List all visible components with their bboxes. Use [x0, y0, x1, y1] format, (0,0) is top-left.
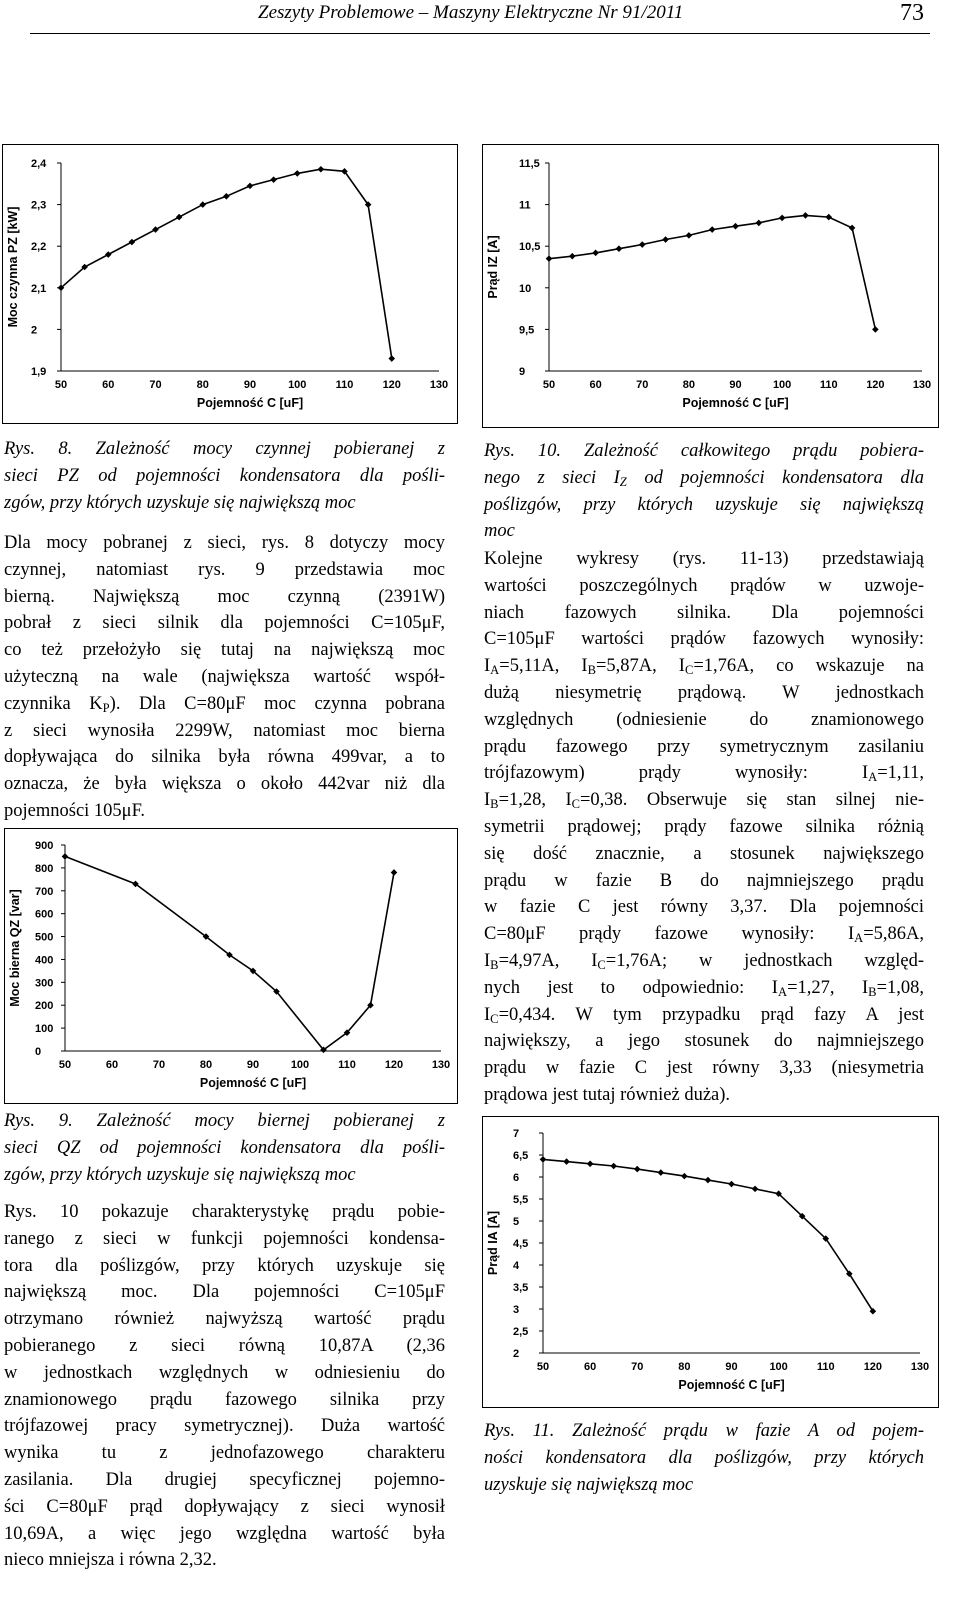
- data-point: [610, 1163, 617, 1170]
- x-tick-label: 120: [382, 379, 401, 391]
- data-point: [129, 239, 136, 246]
- x-axis-label: Pojemność C [uF]: [196, 396, 304, 410]
- data-point: [563, 1158, 570, 1165]
- x-tick-label: 100: [288, 379, 307, 391]
- figure-10-chart: [482, 144, 939, 428]
- x-tick-label: 90: [243, 379, 257, 391]
- data-point: [616, 245, 623, 252]
- data-point: [391, 869, 398, 876]
- x-tick-label: 110: [819, 379, 838, 391]
- x-tick-label: 80: [199, 1059, 213, 1071]
- data-point: [634, 1166, 641, 1173]
- data-point: [105, 251, 112, 258]
- x-tick-label: 80: [678, 1361, 691, 1373]
- y-tick-label: 800: [35, 862, 54, 875]
- data-point: [802, 212, 809, 219]
- data-point: [176, 214, 183, 221]
- x-tick-label: 130: [429, 379, 449, 391]
- figure-11-chart: [482, 1116, 939, 1408]
- paragraph-left-2: Rys. 10 pokazuje charakterystykę prądu pobie- ranego z sieci w funkcji pojemności kondensa- tora dla poślizgów, przy których uzyskuje się największą moc. Dla pojemności C=105μF otrzymano również najwyższą wartość prądu pobieranego z sieci równą 10,87A (2,36 w jednostkach względnych w odniesieniu do znamionowego prądu fazowego silnika przy trójfazowej pracy symetrycznej). Duża wartość wynika tu z jednofazowego charakteru zasilania. Dla drugiej specyficznej pojemno- ści C=80μF prąd dopływający z sieci wynosił 10,69A, a więc jego względna wartość była nieco mniejsza i równa 2,32.: [4, 1202, 445, 1571]
- fig8-svg: [3, 145, 457, 423]
- data-point: [62, 853, 69, 860]
- x-tick-label: 50: [536, 1361, 550, 1373]
- figure-8-caption: Rys. 8. Zależność mocy czynnej pobieranej z sieci PZ od pojemności kondensatora dla pośli- zgów, przy których uzyskuje się największą moc: [4, 439, 445, 513]
- y-tick-label: 2,1: [31, 282, 47, 295]
- x-tick-label: 70: [149, 379, 162, 391]
- x-tick-label: 70: [636, 379, 649, 391]
- data-point: [686, 232, 693, 239]
- x-tick-label: 110: [816, 1361, 835, 1373]
- data-point: [872, 326, 879, 333]
- y-tick-label: 6,5: [513, 1150, 529, 1162]
- x-tick-label: 70: [631, 1361, 644, 1373]
- data-point: [270, 176, 277, 183]
- data-point: [849, 225, 856, 232]
- x-axis-label: Pojemność C [uF]: [682, 396, 789, 410]
- data-point: [569, 253, 576, 260]
- y-tick-label: 900: [35, 840, 54, 852]
- figure-9-chart: [4, 828, 458, 1104]
- y-tick-label: 3,5: [513, 1282, 529, 1294]
- y-tick-label: 700: [35, 885, 54, 898]
- x-tick-label: 100: [290, 1059, 310, 1071]
- data-point: [388, 355, 395, 362]
- y-tick-label: 5: [513, 1216, 520, 1228]
- data-point: [756, 220, 763, 227]
- x-axis-label: Pojemność C [uF]: [199, 1076, 307, 1090]
- x-tick-label: 130: [910, 1361, 930, 1373]
- y-tick-label: 100: [35, 1023, 54, 1036]
- y-axis-label: Moc bierna QZ [var]: [8, 889, 22, 1007]
- data-point: [318, 166, 325, 173]
- data-point: [223, 193, 230, 200]
- paragraph-left-1: Dla mocy pobranej z sieci, rys. 8 dotyczy mocy czynnej, natomiast rys. 9 przedstawia moc bierną. Największą moc czynną (2391W) pobrał z sieci silnik dla pojemności C=105μF, co też przełożyło się tutaj na największą moc użyteczną na wale (największa wartość współ- czynnika $K_P$). Dla C=80μF moc czynna pobrana z sieci wynosiła 2299W, natomiast moc bierna dopływająca do silnika była równa 499var, a to oznacza, że była większa o około 442var niż dla pojemności 105μF.: [4, 533, 446, 821]
- x-tick-label: 110: [335, 379, 354, 391]
- x-tick-label: 60: [584, 1361, 597, 1373]
- y-tick-label: 500: [35, 931, 54, 944]
- x-tick-label: 60: [102, 379, 115, 391]
- page-number: 73: [900, 0, 924, 26]
- x-tick-label: 120: [866, 379, 885, 391]
- paragraph-right-1: Kolejne wykresy (rys. 11-13) przedstawiają wartości poszczególnych prądów w uzwoje- niach fazowych silnika. Dla pojemności C=105μF wartości prądów fazowych wynosiły: $I_A=5,11A$, $I_B=5,87A$, $I_C=1,76A$, co wskazuje na dużą niesymetrię prądową. W jednostkach względnych (odniesienie do znamionowego prądu fazowego przy symetrycznym zasilaniu trójfazowym) prądy wynosiły: $I_A=1,11$, $I_B=1,28$, $I_C=0,38$. Obserwuje się stan silnej nie- symetrii prądowej; prądy fazowe silnika różnią się dość znacznie, a stosunek największego prądu w fazie B do najmniejszego prądu w fazie C jest równy 3,37. Dla pojemności C=80μF prądy fazowe wynosiły: $I_A=5,86A$, $I_B=4,97A$, $I_C=1,76A$; w jednostkach względ- nych jest to odpowiednio: $I_A=1,27$, $I_B=1,08$, $I_C=0,434$. W tym przypadku prąd fazy A jest największy, a jego stosunek do najmniejszego prądu w fazie C jest równy 3,33 (niesymetria prądowa jest tutaj również duża).: [484, 549, 924, 1105]
- x-tick-label: 90: [729, 379, 742, 391]
- data-point: [779, 215, 786, 222]
- figure-8-chart: [2, 144, 458, 424]
- data-point: [587, 1161, 594, 1168]
- header-rule: [30, 33, 930, 34]
- x-tick-label: 80: [682, 379, 695, 391]
- figure-11-caption: Rys. 11. Zależność prądu w fazie A od pojem- ności kondensatora dla poślizgów, przy których uzyskuje się największą moc: [484, 1421, 924, 1495]
- x-tick-label: 120: [863, 1361, 883, 1373]
- x-tick-label: 70: [152, 1059, 166, 1071]
- y-tick-label: 300: [35, 977, 54, 990]
- y-tick-label: 2,2: [31, 241, 47, 254]
- x-tick-label: 50: [58, 1059, 72, 1071]
- y-tick-label: 1,9: [31, 366, 47, 378]
- y-tick-label: 7: [513, 1128, 520, 1140]
- y-tick-label: 2: [513, 1348, 520, 1360]
- x-tick-label: 100: [772, 379, 792, 391]
- y-tick-label: 2: [31, 324, 38, 337]
- y-axis-label: Prąd IZ [A]: [486, 235, 500, 299]
- figure-9-caption: Rys. 9. Zależność mocy biernej pobieranej z sieci QZ od pojemności kondensatora dla pośli- zgów, przy których uzyskuje się największą moc: [4, 1111, 445, 1185]
- y-tick-label: 0: [35, 1046, 42, 1058]
- y-tick-label: 9: [519, 366, 526, 378]
- y-tick-label: 2,5: [513, 1326, 529, 1338]
- data-point: [199, 201, 206, 208]
- x-tick-label: 50: [54, 379, 68, 391]
- y-tick-label: 9,5: [519, 324, 535, 337]
- y-tick-label: 3: [513, 1304, 520, 1316]
- y-tick-label: 200: [35, 1000, 54, 1013]
- y-tick-label: 2,4: [31, 158, 47, 170]
- x-tick-label: 80: [196, 379, 209, 391]
- data-point: [709, 226, 716, 233]
- y-tick-label: 10: [519, 282, 532, 295]
- page-header: [0, 0, 960, 40]
- fig9-svg: [5, 829, 457, 1103]
- data-point: [658, 1169, 665, 1176]
- data-point: [592, 250, 599, 257]
- data-point: [247, 183, 254, 190]
- fig11-svg: [483, 1117, 938, 1407]
- y-tick-label: 10,5: [519, 241, 541, 254]
- x-tick-label: 110: [338, 1059, 356, 1071]
- data-point: [540, 1156, 547, 1163]
- y-tick-label: 4,5: [513, 1238, 529, 1250]
- data-point: [639, 241, 646, 248]
- y-tick-label: 600: [35, 908, 54, 921]
- data-point: [662, 236, 669, 243]
- data-point: [732, 223, 739, 230]
- data-point: [546, 255, 553, 262]
- data-point: [681, 1173, 688, 1180]
- figure-10-caption: Rys. 10. Zależność całkowitego prądu pobiera- nego z sieci $I_Z$ od pojemności kondensatora dla poślizgów, przy których uzyskuje się największą moc: [484, 441, 924, 542]
- data-point: [294, 170, 301, 177]
- y-tick-label: 2,3: [31, 199, 47, 212]
- x-axis-label: Pojemność C [uF]: [678, 1378, 785, 1392]
- y-tick-label: 6: [513, 1172, 520, 1184]
- y-tick-label: 11,5: [519, 158, 540, 170]
- y-tick-label: 400: [35, 954, 54, 967]
- x-tick-label: 60: [589, 379, 602, 391]
- x-tick-label: 100: [769, 1361, 788, 1373]
- data-point: [752, 1186, 759, 1193]
- data-point: [825, 214, 832, 221]
- x-tick-label: 130: [431, 1059, 451, 1071]
- x-tick-label: 90: [725, 1361, 738, 1373]
- y-tick-label: 5,5: [513, 1194, 529, 1206]
- x-tick-label: 60: [105, 1059, 119, 1071]
- journal-title: Zeszyty Problemowe – Maszyny Elektryczne Nr 91/2011: [258, 2, 684, 23]
- data-point: [152, 226, 159, 233]
- y-tick-label: 4: [513, 1260, 520, 1272]
- y-axis-label: Moc czynna PZ [kW]: [6, 206, 20, 328]
- y-axis-label: Prąd IA [A]: [486, 1210, 500, 1276]
- x-tick-label: 130: [912, 379, 932, 391]
- y-tick-label: 11: [519, 199, 531, 212]
- x-tick-label: 90: [246, 1059, 260, 1071]
- data-point: [705, 1177, 712, 1184]
- x-tick-label: 120: [384, 1059, 404, 1071]
- fig10-svg: [483, 145, 938, 427]
- data-point: [728, 1181, 735, 1188]
- x-tick-label: 50: [542, 379, 556, 391]
